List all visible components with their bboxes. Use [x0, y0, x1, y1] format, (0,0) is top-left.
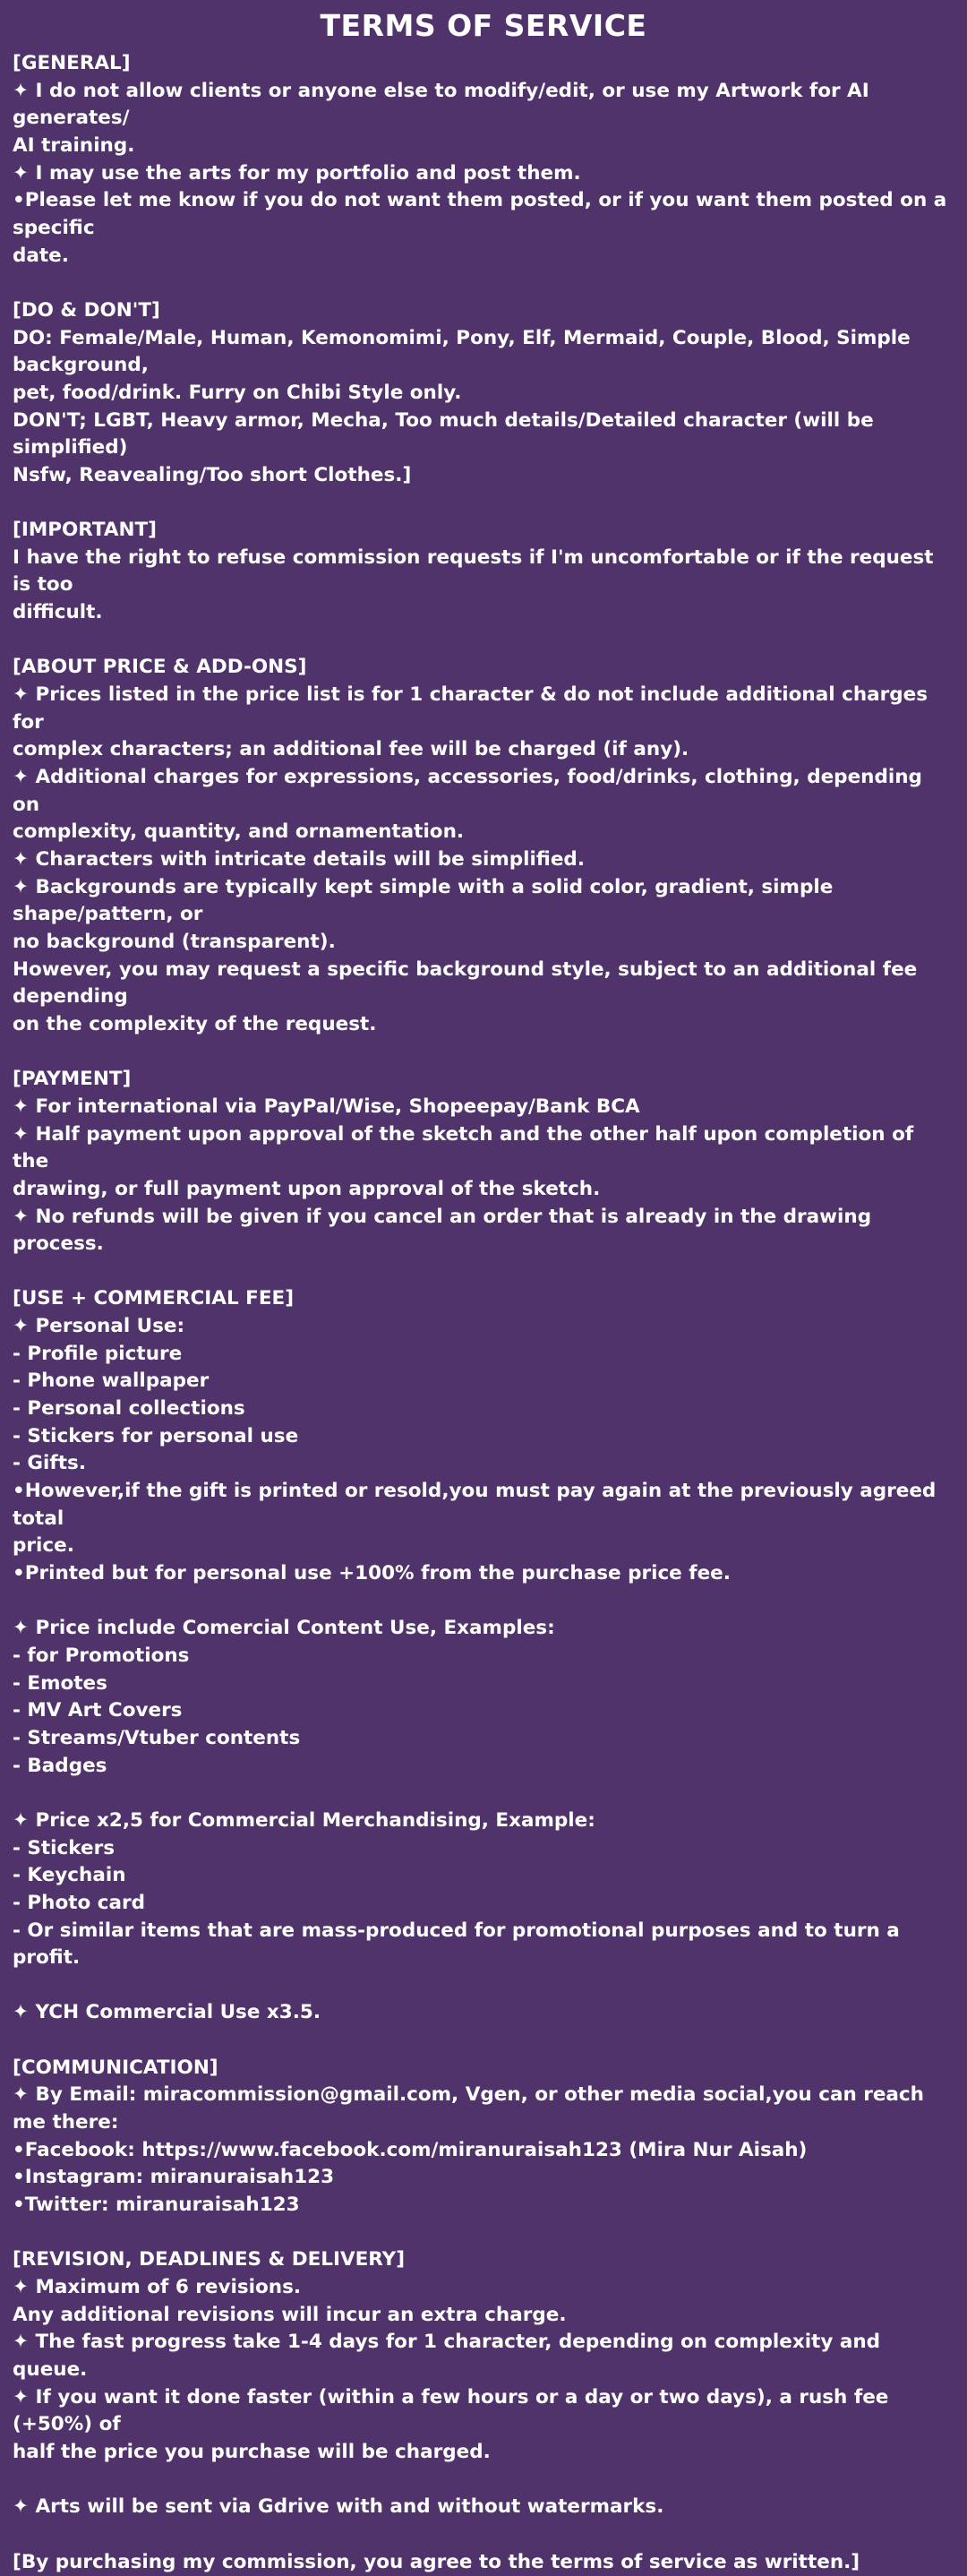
- blank-line: [13, 2027, 954, 2055]
- body-line: •Printed but for personal use +100% from the purchase price fee.: [13, 1562, 731, 1585]
- section-heading: [REVISION, DEADLINES & DELIVERY]: [13, 2248, 406, 2271]
- body-line: price.: [13, 1534, 74, 1558]
- section-heading: [DO & DON'T]: [13, 298, 160, 322]
- blank-line: [13, 2220, 954, 2247]
- body-line: ✦ By Email: miracommission@gmail.com, Vgen, or other media social,you can reach me there:: [13, 2083, 931, 2134]
- section-heading: [COMMUNICATION]: [13, 2056, 218, 2079]
- page-title: TERMS OF SERVICE: [320, 8, 647, 43]
- body-line: ✦ Price x2,5 for Commercial Merchandising, Example:: [13, 1808, 595, 1832]
- body-line: - Badges: [13, 1754, 107, 1777]
- body-line: •Instagram: miranuraisah123: [13, 2166, 335, 2189]
- body-line: ✦ Prices listed in the price list is for 1 character & do not include additional charges for: [13, 683, 935, 734]
- body-line: - Streams/Vtuber contents: [13, 1726, 301, 1749]
- body-line: Any additional revisions will incur an extra charge.: [13, 2303, 567, 2326]
- body-line: ✦ Backgrounds are typically kept simple with a solid color, gradient, simple shape/pattern, or: [13, 875, 840, 926]
- blank-line: [13, 489, 954, 517]
- section-heading: [IMPORTANT]: [13, 519, 157, 542]
- body-line: - Personal collections: [13, 1397, 245, 1421]
- body-line: - Stickers: [13, 1836, 115, 1859]
- body-line: •Please let me know if you do not want them posted, or if you want them posted on a specific: [13, 189, 954, 239]
- body-line: date.: [13, 244, 69, 267]
- body-line: •Twitter: miranuraisah123: [13, 2194, 300, 2217]
- body-line: - Profile picture: [13, 1342, 183, 1365]
- body-line: complexity, quantity, and ornamentation.: [13, 820, 465, 844]
- body-line: DON'T; LGBT, Heavy armor, Mecha, Too much details/Detailed character (will be simplified): [13, 408, 881, 459]
- section-heading: [By purchasing my commission, you agree to the terms of service as written.]: [13, 2550, 860, 2573]
- blank-line: [13, 1588, 954, 1616]
- body-line: AI training.: [13, 133, 135, 157]
- body-line: Nsfw, Reavealing/Too short Clothes.]: [13, 463, 412, 486]
- body-line: ✦ Price include Comercial Content Use, Examples:: [13, 1617, 555, 1640]
- blank-line: [13, 1972, 954, 2000]
- body-line: •However,if the gift is printed or resold,you must pay again at the previously agreed total: [13, 1480, 943, 1530]
- blank-line: [13, 1039, 954, 1067]
- blank-line: [13, 270, 954, 297]
- body-line: ✦ Additional charges for expressions, accessories, food/drinks, clothing, depending on: [13, 766, 929, 816]
- body-line: However, you may request a specific background style, subject to an additional fee depending: [13, 957, 924, 1009]
- body-line: ✦ No refunds will be given if you cancel an order that is already in the drawing process.: [13, 1205, 878, 1256]
- body-line: ✦ Arts will be sent via Gdrive with and without watermarks.: [13, 2495, 664, 2519]
- blank-line: [13, 2521, 954, 2549]
- body-line: pet, food/drink. Furry on Chibi Style only.: [13, 381, 462, 404]
- body-line: - Or similar items that are mass-produced for promotional purposes and to turn a profit.: [13, 1919, 907, 1970]
- section-heading: [GENERAL]: [13, 52, 131, 74]
- body-line: ✦ Maximum of 6 revisions.: [13, 2276, 302, 2298]
- body-line: complex characters; an additional fee will be charged (if any).: [13, 738, 689, 761]
- body-line: ✦ Half payment upon approval of the sketch and the other half upon completion of the: [13, 1122, 920, 1173]
- blank-line: [13, 1780, 954, 1807]
- terms-body: [13, 50, 954, 2576]
- blank-line: [13, 1258, 954, 1286]
- body-line: on the complexity of the request.: [13, 1012, 377, 1035]
- body-line: - Keychain: [13, 1864, 126, 1887]
- body-line: ✦ The fast progress take 1-4 days for 1 character, depending on complexity and queue.: [13, 2331, 887, 2381]
- body-line: half the price you purchase will be charged.: [13, 2440, 491, 2463]
- body-line: - MV Art Covers: [13, 1699, 183, 1722]
- body-line: I have the right to refuse commission requests if I'm uncomfortable or if the request is too: [13, 545, 941, 597]
- blank-line: [13, 2467, 954, 2494]
- body-line: ✦ Personal Use:: [13, 1315, 185, 1338]
- body-line: - for Promotions: [13, 1644, 190, 1667]
- body-line: ✦ For international via PayPal/Wise, Shopeepay/Bank BCA: [13, 1095, 640, 1118]
- body-line: no background (transparent).: [13, 930, 336, 953]
- body-line: drawing, or full payment upon approval of the sketch.: [13, 1177, 601, 1200]
- body-line: ✦ I do not allow clients or anyone else to modify/edit, or use my Artwork for AI generates/: [13, 79, 877, 130]
- body-line: •Facebook: https://www.facebook.com/miranuraisah123 (Mira Nur Aisah): [13, 2138, 808, 2161]
- body-line: DO: Female/Male, Human, Kemonomimi, Pony, Elf, Mermaid, Couple, Blood, Simple background,: [13, 326, 918, 377]
- body-line: ✦ If you want it done faster (within a few hours or a day or two days), a rush fee (+50%) of: [13, 2385, 895, 2436]
- section-heading: [USE + COMMERCIAL FEE]: [13, 1287, 295, 1310]
- body-line: ✦ Characters with intricate details will be simplified.: [13, 847, 585, 871]
- body-line: ✦ YCH Commercial Use x3.5.: [13, 2001, 321, 2024]
- body-line: - Stickers for personal use: [13, 1424, 299, 1447]
- section-heading: [PAYMENT]: [13, 1068, 132, 1091]
- body-line: - Emotes: [13, 1671, 107, 1695]
- body-line: - Gifts.: [13, 1452, 87, 1475]
- section-heading: [ABOUT PRICE & ADD-ONS]: [13, 656, 307, 679]
- blank-line: [13, 627, 954, 655]
- body-line: difficult.: [13, 601, 103, 624]
- body-line: - Photo card: [13, 1891, 146, 1914]
- body-line: ✦ I may use the arts for my portfolio and post them.: [13, 161, 581, 185]
- body-line: - Phone wallpaper: [13, 1370, 210, 1393]
